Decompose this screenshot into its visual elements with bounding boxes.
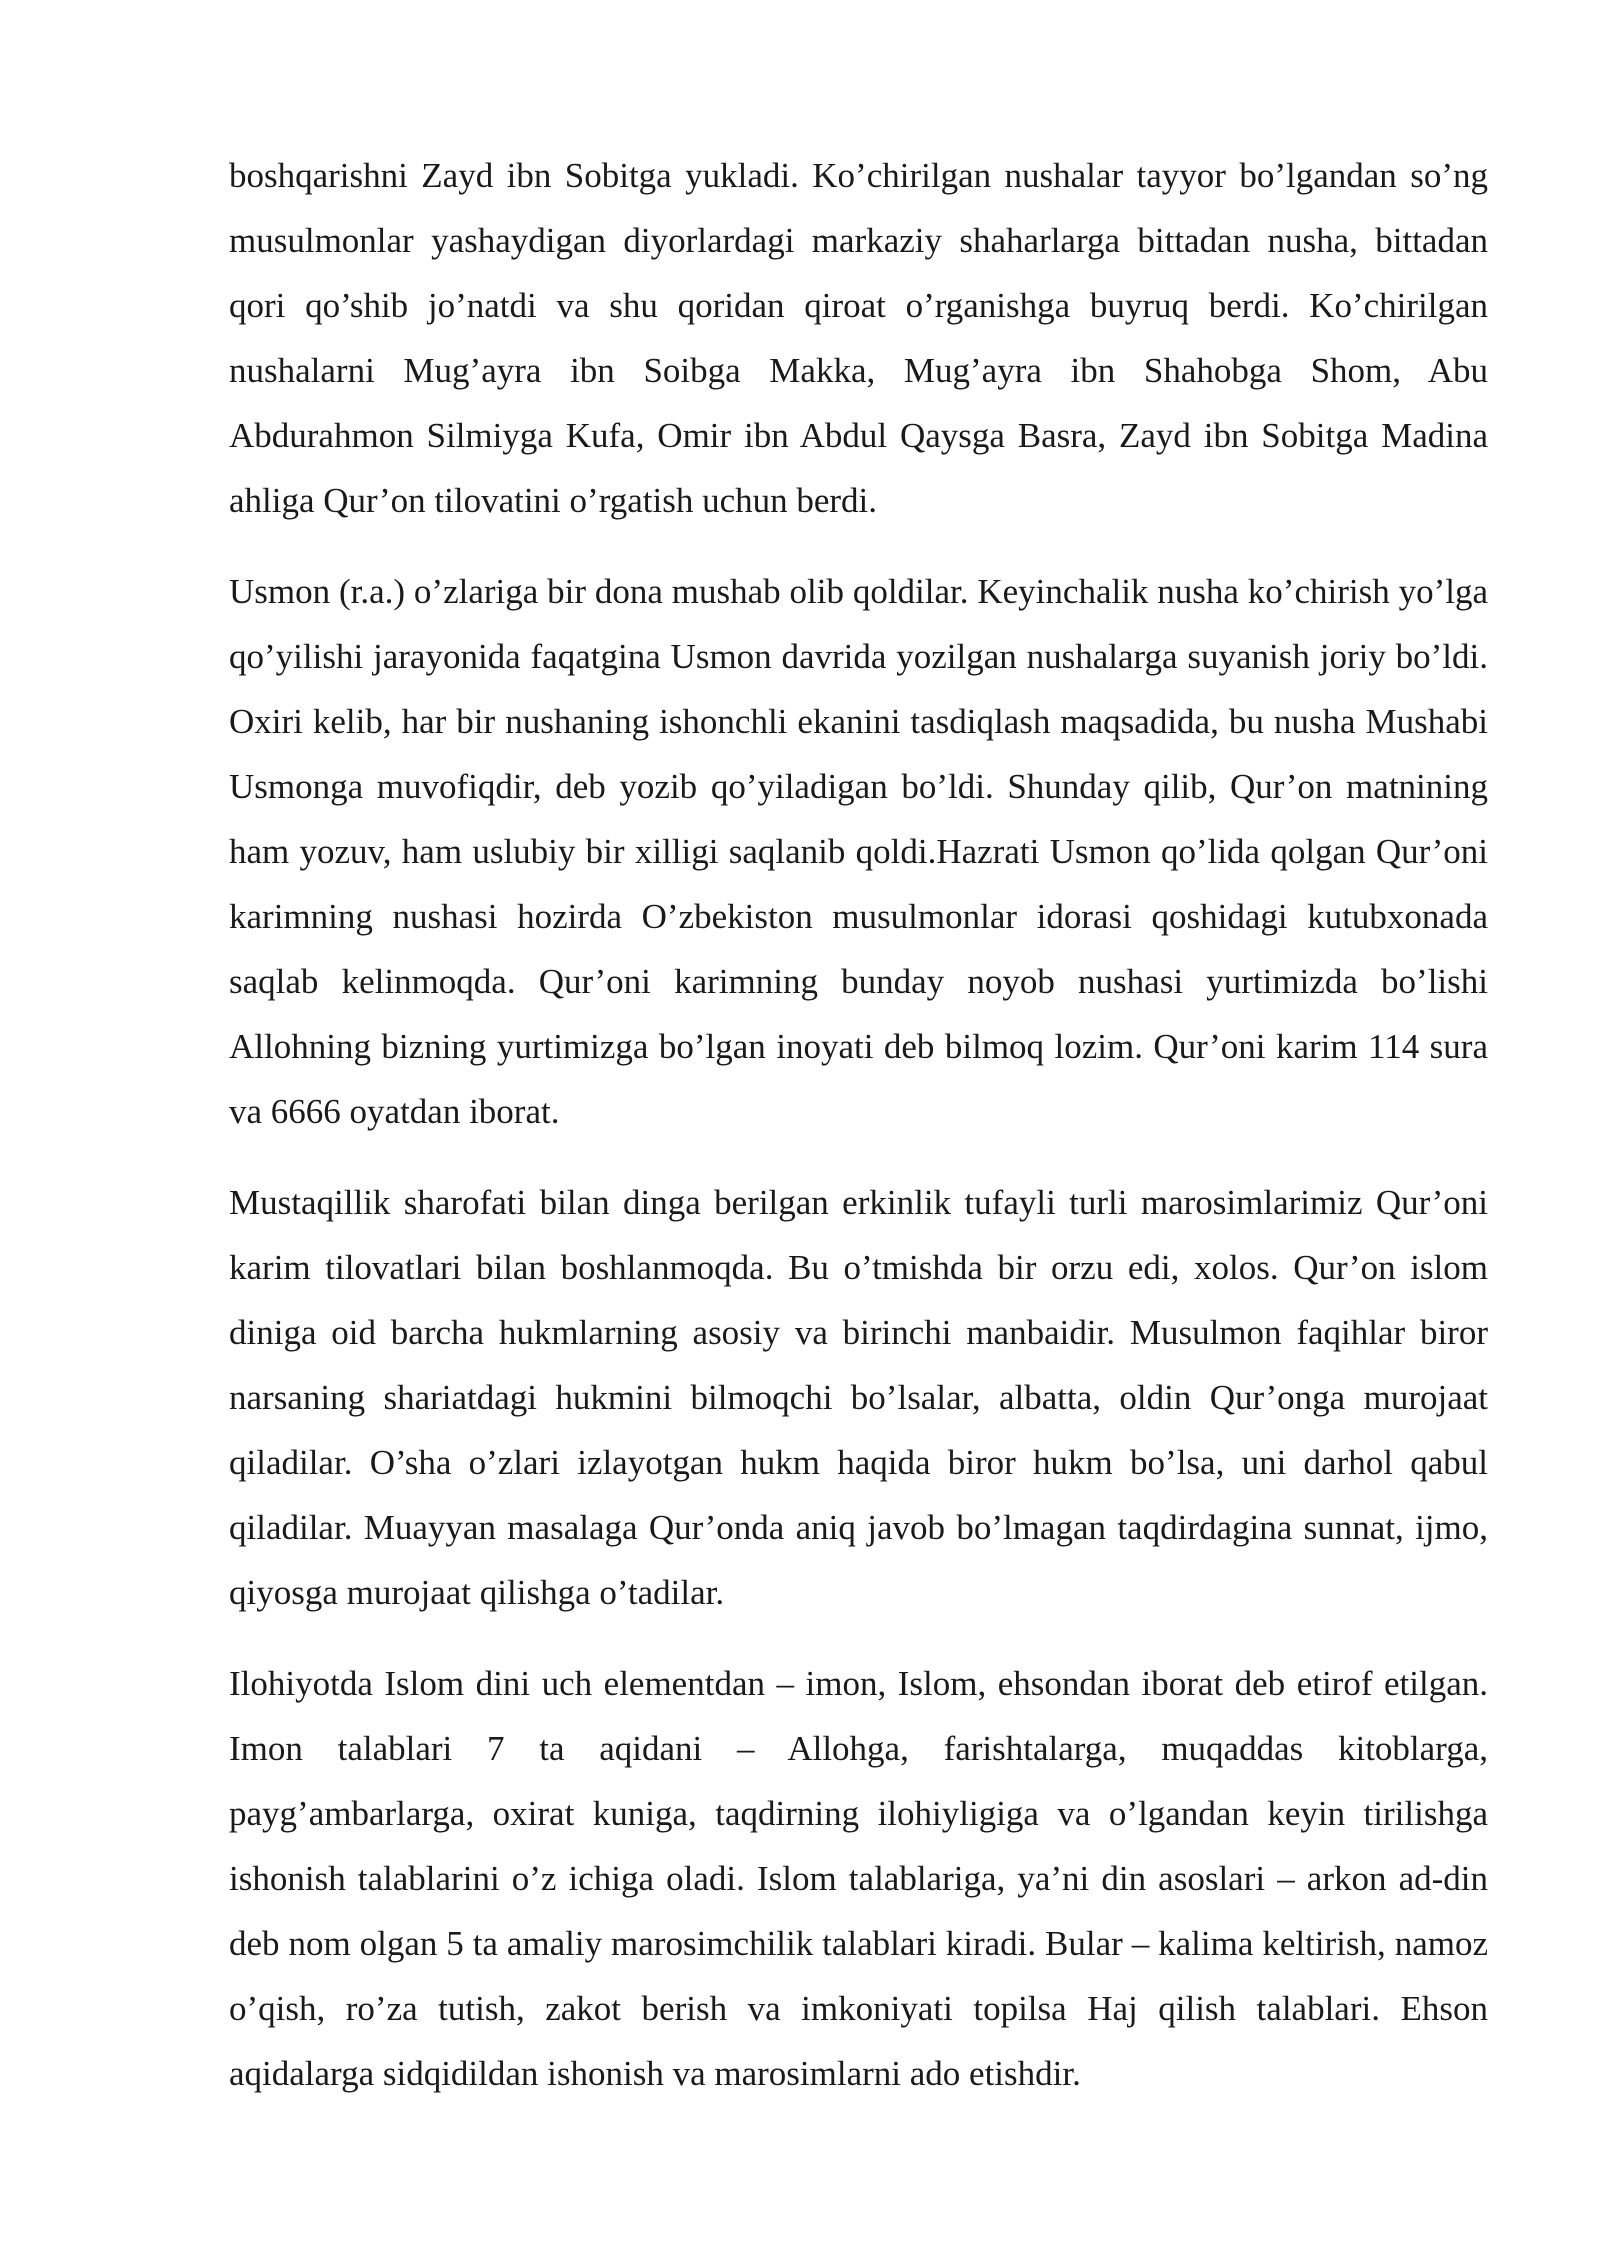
paragraph-3: Mustaqillik sharofati bilan dinga berilgan erkinlik tufayli turli marosimlarimiz Qur’oni karim tilovatlari bilan boshlanmoqda. Bu o’tmishda bir orzu edi, xolos. Qur’on islom diniga oid barcha hukmlarning asosiy va birinchi manbaidir. Musulmon faqihlar biror narsaning shariatdagi hukmini bilmoqchi bo’lsalar, albatta, oldin Qur’onga murojaat qiladilar. O’sha o’zlari izlayotgan hukm haqida biror hukm bo’lsa, uni darhol qabul qiladilar. Muayyan masalaga Qur’onda aniq javob bo’lmagan taqdirdagina sunnat, ijmo, qiyosga murojaat qilishga o’tadilar.	[229, 1183, 1488, 1612]
document-body	[229, 143, 1488, 2132]
paragraph-1: boshqarishni Zayd ibn Sobitga yukladi. Ko’chirilgan nushalar tayyor bo’lgandan so’ng musulmonlar yashaydigan diyorlardagi markaziy shaharlarga bittadan nusha, bittadan qori qo’shib jo’natdi va shu qoridan qiroat o’rganishga buyruq berdi. Ko’chirilgan nushalarni Mug’ayra ibn Soibga Makka, Mug’ayra ibn Shahobga Shom, Abu Abdurahmon Silmiyga Kufa, Omir ibn Abdul Qaysga Basra, Zayd ibn Sobitga Madina ahliga Qur’on tilovatini o’rgatish uchun berdi.	[229, 156, 1488, 520]
paragraph-4: Ilohiyotda Islom dini uch elementdan – imon, Islom, ehsondan iborat deb etirof etilgan. Imon talablari 7 ta aqidani – Allohga, farishtalarga, muqaddas kitoblarga, payg’ambarlarga, oxirat kuniga, taqdirning ilohiyligiga va o’lgandan keyin tirilishga ishonish talablarini o’z ichiga oladi. Islom talablariga, ya’ni din asoslari – arkon ad-din deb nom olgan 5 ta amaliy marosimchilik talablari kiradi. Bular – kalima keltirish, namoz o’qish, ro’za tutish, zakot berish va imkoniyati topilsa Haj qilish talablari. Ehson aqidalarga sidqidildan ishonish va marosimlarni ado etishdir.	[229, 1664, 1488, 2093]
paragraph-2: Usmon (r.a.) o’zlariga bir dona mushab olib qoldilar. Keyinchalik nusha ko’chirish yo’lga qo’yilishi jarayonida faqatgina Usmon davrida yozilgan nushalarga suyanish joriy bo’ldi. Oxiri kelib, har bir nushaning ishonchli ekanini tasdiqlash maqsadida, bu nusha Mushabi Usmonga muvofiqdir, deb yozib qo’yiladigan bo’ldi. Shunday qilib, Qur’on matnining ham yozuv, ham uslubiy bir xilligi saqlanib qoldi.Hazrati Usmon qo’lida qolgan Qur’oni karimning nushasi hozirda O’zbekiston musulmonlar idorasi qoshidagi kutubxonada saqlab kelinmoqda. Qur’oni karimning bunday noyob nushasi yurtimizda bo’lishi Allohning bizning yurtimizga bo’lgan inoyati deb bilmoq lozim. Qur’oni karim 114 sura va 6666 oyatdan iborat.	[229, 572, 1488, 1131]
